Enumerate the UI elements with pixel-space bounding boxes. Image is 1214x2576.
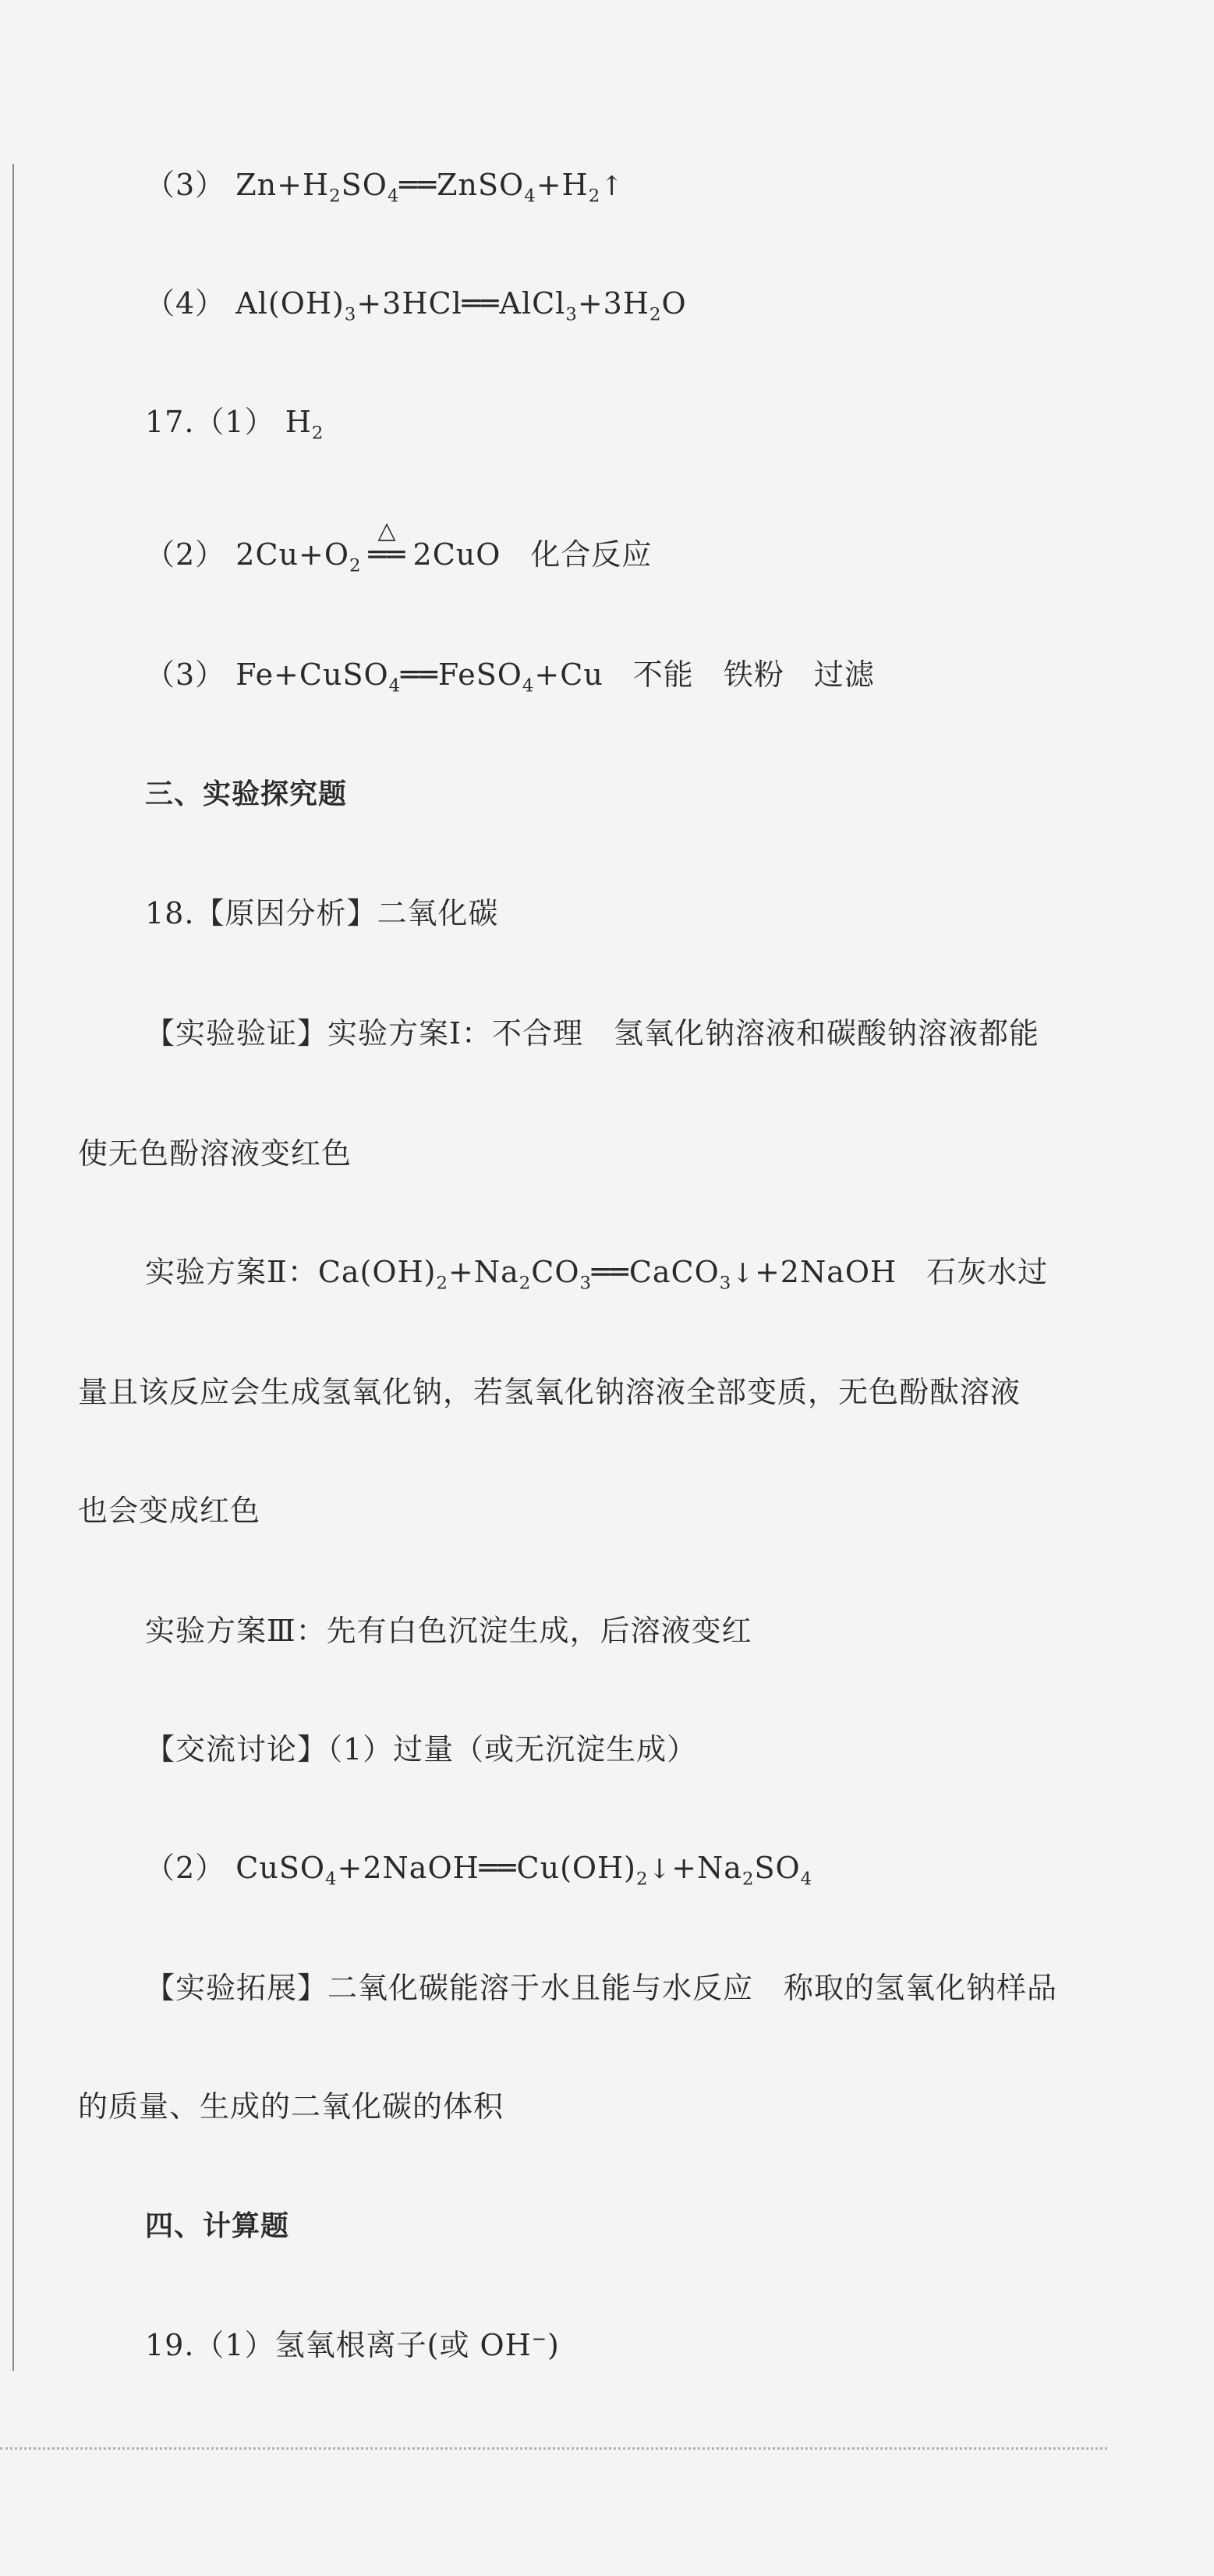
answer-18-discussion-1: 【交流讨论】（1）过量（或无沉淀生成） (145, 1732, 698, 1766)
answer-18-extension-cont: 的质量、生成的二氧化碳的体积 (78, 2089, 504, 2124)
precipitate-arrow-icon: ↓ (648, 1854, 672, 1885)
answer-18-scheme-2: 实验方案Ⅱ：$Ca(OH)_2+Na_2CO_3══CaCO_3↓+2NaOH$ 石灰水过 (145, 1255, 1049, 1294)
heating-equals-sign: △ ══ (362, 537, 413, 572)
answer-17-2: （2） $2Cu+O_2$ △ ══ 2CuO 化合反应 (145, 537, 652, 572)
precipitate-arrow-icon: ↓ (731, 1258, 755, 1289)
page-bottom-dotted-rule (0, 2447, 1107, 2450)
answer-19-1: 19.（1）氢氧根离子(或 OH−) (145, 2328, 560, 2362)
answer-18-cause: 18.【原因分析】二氧化碳 (145, 896, 499, 930)
answer-18-verify-cont: 使无色酚溶液变红色 (78, 1136, 352, 1171)
answer-line-zn-reaction: （3） $Zn+H_2SO_4══ZnSO_4+H_2↑$ (145, 168, 624, 207)
answer-18-discussion-2: （2） $CuSO_4+2NaOH══Cu(OH)_2↓+Na_2SO_4$ (145, 1851, 813, 1890)
answer-18-extension: 【实验拓展】二氧化碳能溶于水且能与水反应 称取的氢氧化钠样品 (145, 1971, 1058, 2005)
answer-18-scheme-3: 实验方案Ⅲ：先有白色沉淀生成，后溶液变红 (145, 1614, 752, 1648)
answer-line-aloh3-reaction: （4） $Al(OH)_3+3HCl══AlCl_3+3H_2O$ (145, 286, 687, 325)
gas-arrow-icon: ↑ (600, 171, 624, 202)
answer-17-1: 17.（1） $H_2$ (145, 405, 324, 444)
section-heading-calculation: 四、计算题 (145, 2210, 290, 2242)
section-heading-experiment: 三、实验探究题 (145, 778, 348, 810)
answer-18-scheme-2-cont2: 也会变成红色 (78, 1494, 261, 1528)
answer-17-3: （3） Fe+CuSO$_4$══FeSO$_4$+Cu 不能 铁粉 过滤 (145, 657, 875, 696)
left-margin-rule (12, 164, 14, 2371)
answer-18-verify: 【实验验证】实验方案Ⅰ：不合理 氢氧化钠溶液和碳酸钠溶液都能 (145, 1016, 1040, 1051)
answer-18-scheme-2-cont: 量且该反应会生成氢氧化钠，若氢氧化钠溶液全部变质，无色酚酞溶液 (78, 1375, 1021, 1409)
heat-triangle-icon: △ (377, 517, 397, 544)
